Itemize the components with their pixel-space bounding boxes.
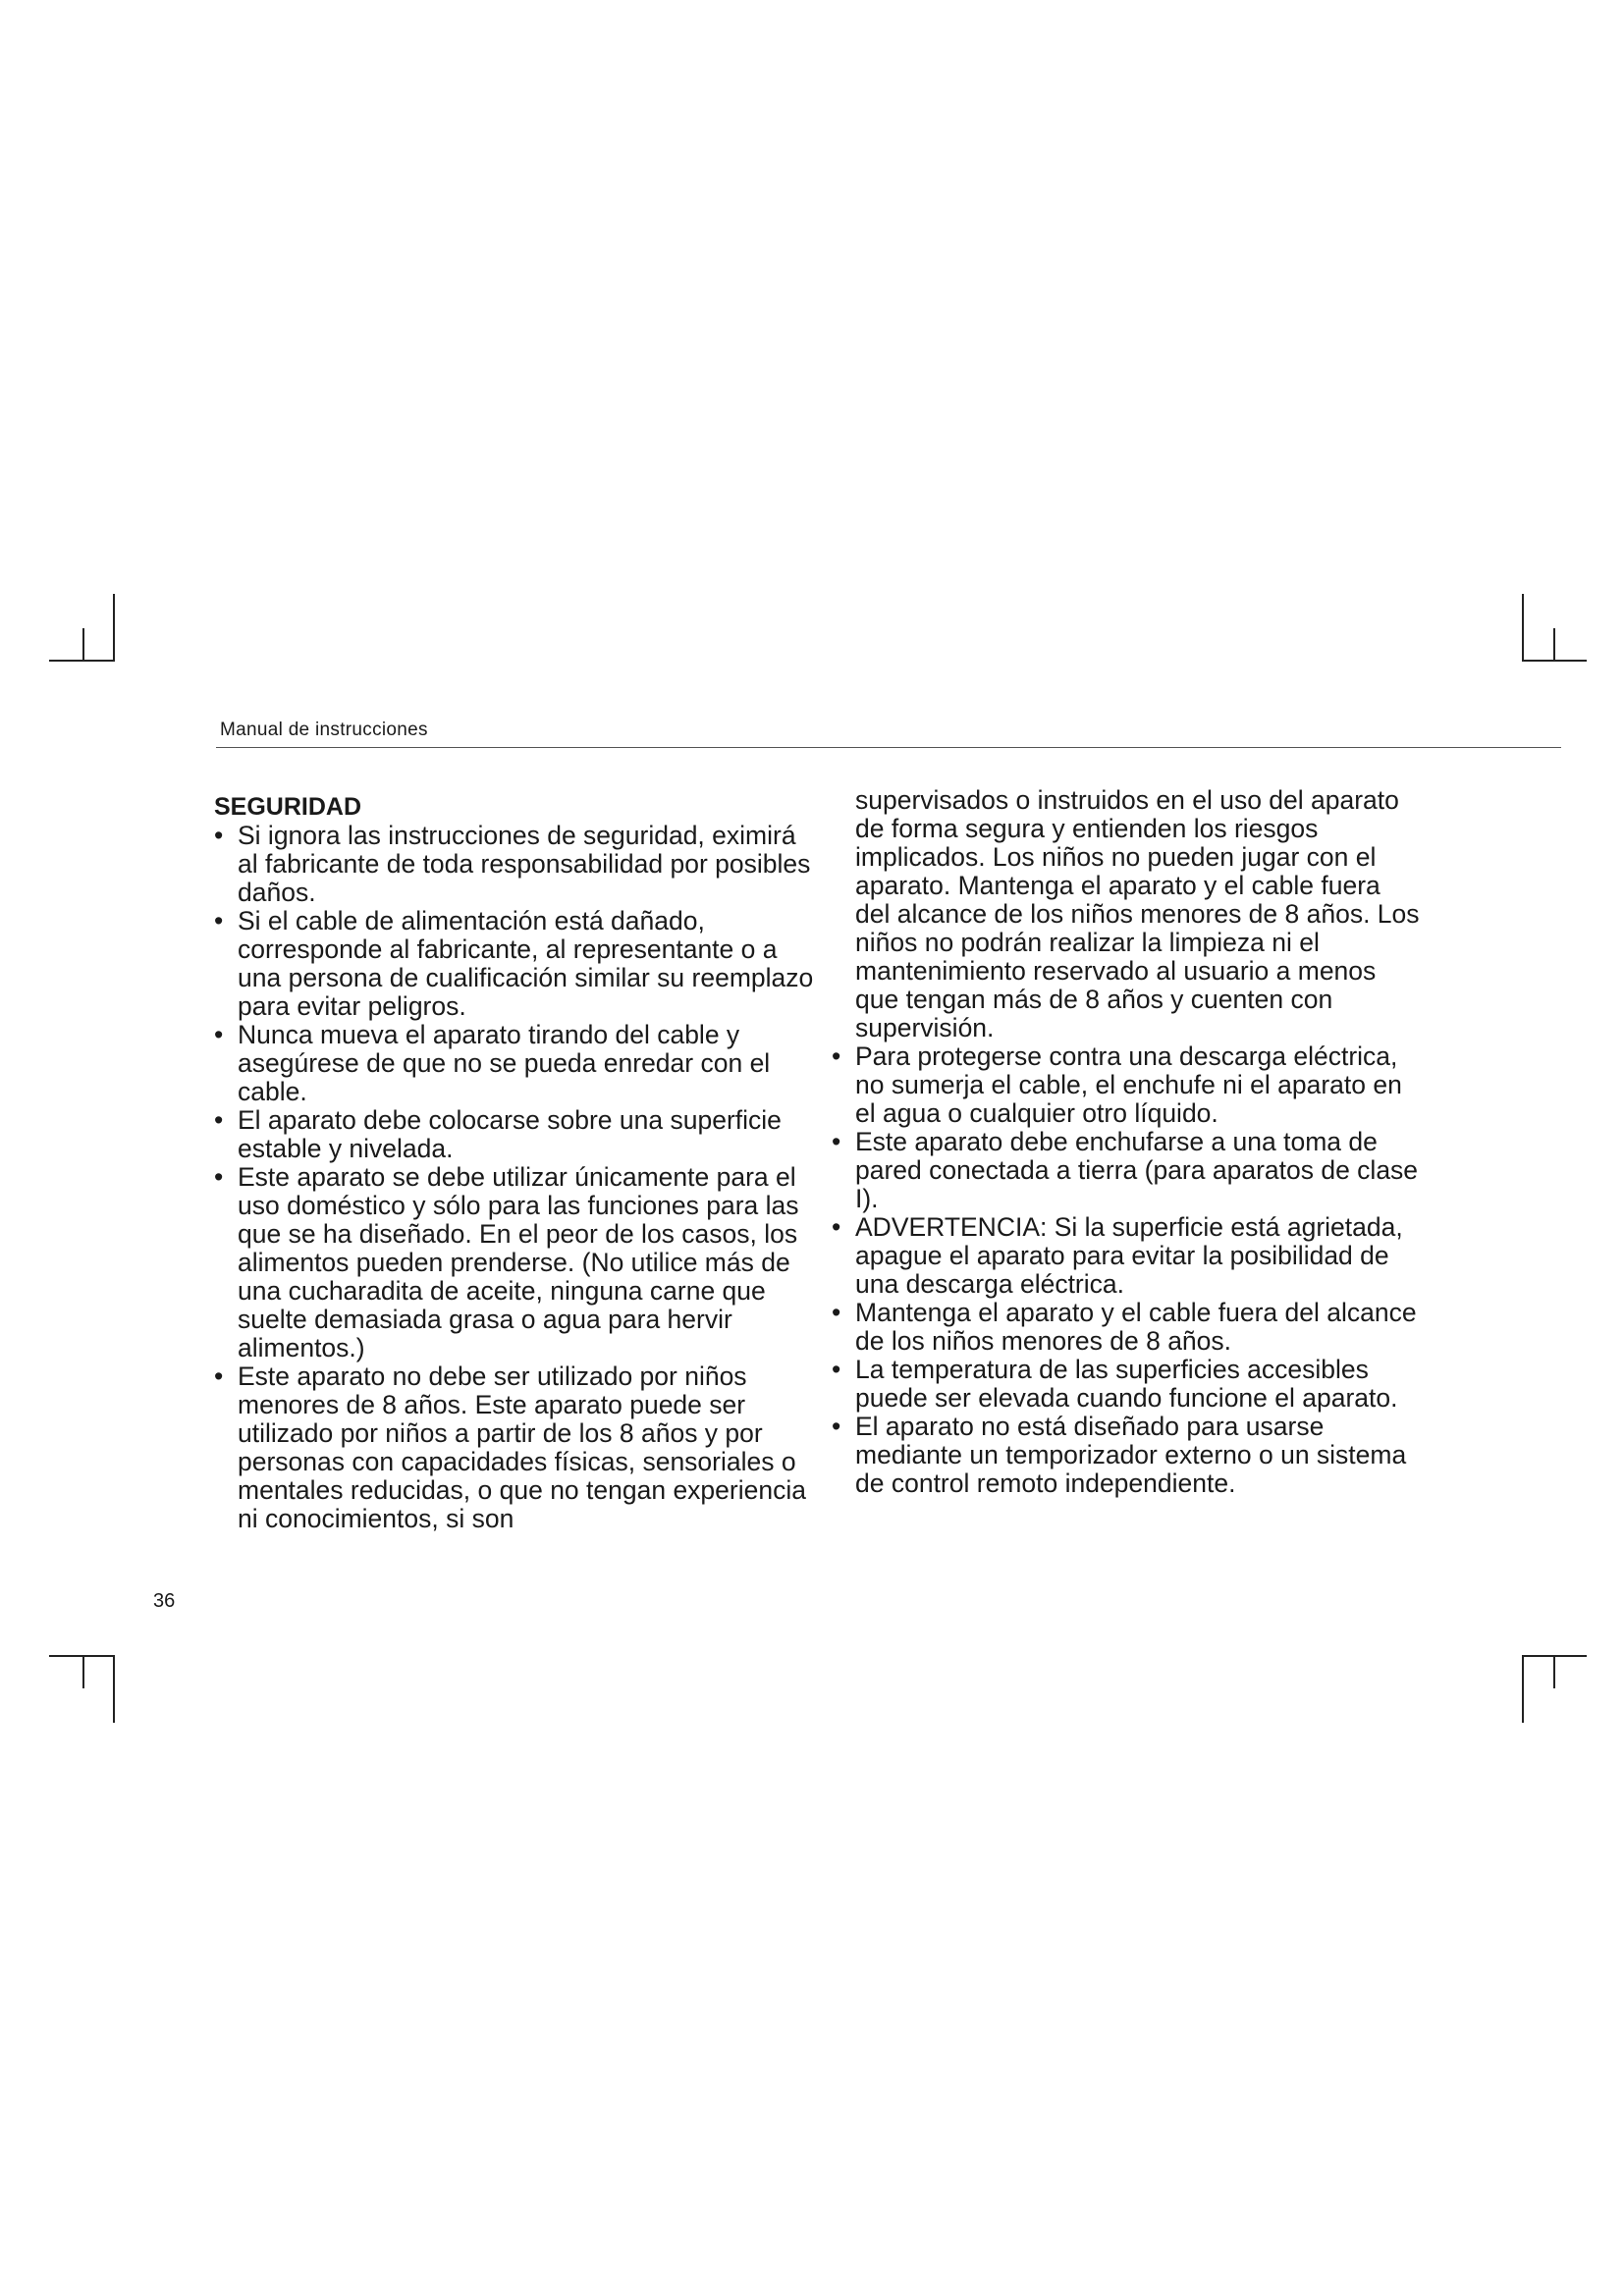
- crop-mark-top-left-h: [49, 660, 114, 662]
- list-item-text: Nunca mueva el aparato tirando del cable y asegúrese de que no se pueda enredar con el cable.: [238, 1020, 771, 1106]
- list-item-text: Para protegerse contra una descarga eléctrica, no sumerja el cable, el enchufe ni el aparato en el agua o cualquier otro líquido.: [855, 1041, 1402, 1128]
- list-item: [214, 907, 823, 1021]
- bullet-icon: •: [214, 1362, 224, 1391]
- list-item: [832, 1213, 1421, 1299]
- crop-mark-top-right-v: [1522, 594, 1524, 662]
- bullet-icon: •: [832, 1355, 841, 1384]
- list-item: [832, 1413, 1421, 1498]
- crop-mark-bottom-right-v2: [1553, 1655, 1555, 1688]
- list-item-text: Este aparato no debe ser utilizado por niños menores de 8 años. Este aparato puede ser utilizado por niños a partir de los 8 años y por personas con capacidades físicas, sensoriales o mentales reducidas, o que no tengan experiencia ni conocimientos, si son: [238, 1362, 806, 1533]
- bullet-icon: •: [214, 1162, 224, 1192]
- bullet-icon: •: [214, 1020, 224, 1049]
- list-item: [832, 1356, 1421, 1413]
- crop-mark-bottom-left-v: [113, 1655, 115, 1723]
- crop-mark-top-left-v2: [82, 628, 84, 662]
- list-item: [214, 822, 823, 907]
- left-column: [214, 792, 823, 1533]
- list-item-text: Este aparato debe enchufarse a una toma de pared conectada a tierra (para aparatos de clase I).: [855, 1127, 1419, 1213]
- list-item: [214, 1362, 823, 1533]
- section-heading: SEGURIDAD: [214, 793, 362, 821]
- safety-list-left: [214, 822, 823, 1533]
- list-item-text: La temperatura de las superficies accesibles puede ser elevada cuando funcione el aparato.: [855, 1355, 1398, 1413]
- list-item-text: Si el cable de alimentación está dañado, corresponde al fabricante, al representante o a una persona de cualificación similar su reemplazo para evitar peligros.: [238, 906, 814, 1021]
- list-item-text: Este aparato se debe utilizar únicamente para el uso doméstico y sólo para las funciones para las que se ha diseñado. En el peor de los casos, los alimentos pueden prenderse. (No utilice más de una cucharadita de aceite, ninguna carne que suelte demasiada grasa o agua para hervir alimentos.): [238, 1162, 799, 1362]
- bullet-icon: •: [832, 1127, 841, 1156]
- crop-mark-bottom-left-v2: [82, 1655, 84, 1688]
- bullet-icon: •: [832, 1041, 841, 1071]
- crop-mark-top-left-v: [113, 594, 115, 662]
- list-item-text: ADVERTENCIA: Si la superficie está agrietada, apague el aparato para evitar la posibilidad de una descarga eléctrica.: [855, 1212, 1403, 1299]
- list-item: [832, 1042, 1421, 1128]
- list-item: [832, 1128, 1421, 1213]
- list-item-text: El aparato debe colocarse sobre una superficie estable y nivelada.: [238, 1105, 782, 1163]
- bullet-icon: •: [214, 821, 224, 850]
- page-number: 36: [153, 1590, 176, 1612]
- list-item-text: Mantenga el aparato y el cable fuera del alcance de los niños menores de 8 años.: [855, 1298, 1417, 1356]
- bullet-icon: •: [214, 906, 224, 935]
- running-header: Manual de instrucciones: [220, 720, 428, 740]
- bullet-icon: •: [214, 1105, 224, 1135]
- continued-item-text: supervisados o instruidos en el uso del aparato de forma segura y entienden los riesgos implicados. Los niños no pueden jugar con el aparato. Mantenga el aparato y el cable fuera del alcance de los niños menores de 8 años. Los niños no podrán realizar la limpieza ni el mantenimiento reservado al usuario a menos que tengan más de 8 años y cuenten con supervisión.: [855, 785, 1420, 1042]
- crop-mark-top-right-v2: [1553, 628, 1555, 662]
- bullet-icon: •: [832, 1212, 841, 1242]
- list-item-text: El aparato no está diseñado para usarse mediante un temporizador externo o un sistema de control remoto independiente.: [855, 1412, 1407, 1498]
- list-item: [214, 1021, 823, 1106]
- safety-list-right: [832, 1042, 1421, 1498]
- header-rule: [216, 747, 1561, 748]
- bullet-icon: •: [832, 1298, 841, 1327]
- list-item: [214, 1163, 823, 1362]
- bullet-icon: •: [832, 1412, 841, 1441]
- crop-mark-bottom-left-h: [49, 1655, 114, 1657]
- list-item-text: Si ignora las instrucciones de seguridad, eximirá al fabricante de toda responsabilidad por posibles daños.: [238, 821, 811, 907]
- crop-mark-bottom-right-v: [1522, 1655, 1524, 1723]
- list-item: [832, 1299, 1421, 1356]
- list-item: [214, 1106, 823, 1163]
- right-column: [832, 786, 1421, 1498]
